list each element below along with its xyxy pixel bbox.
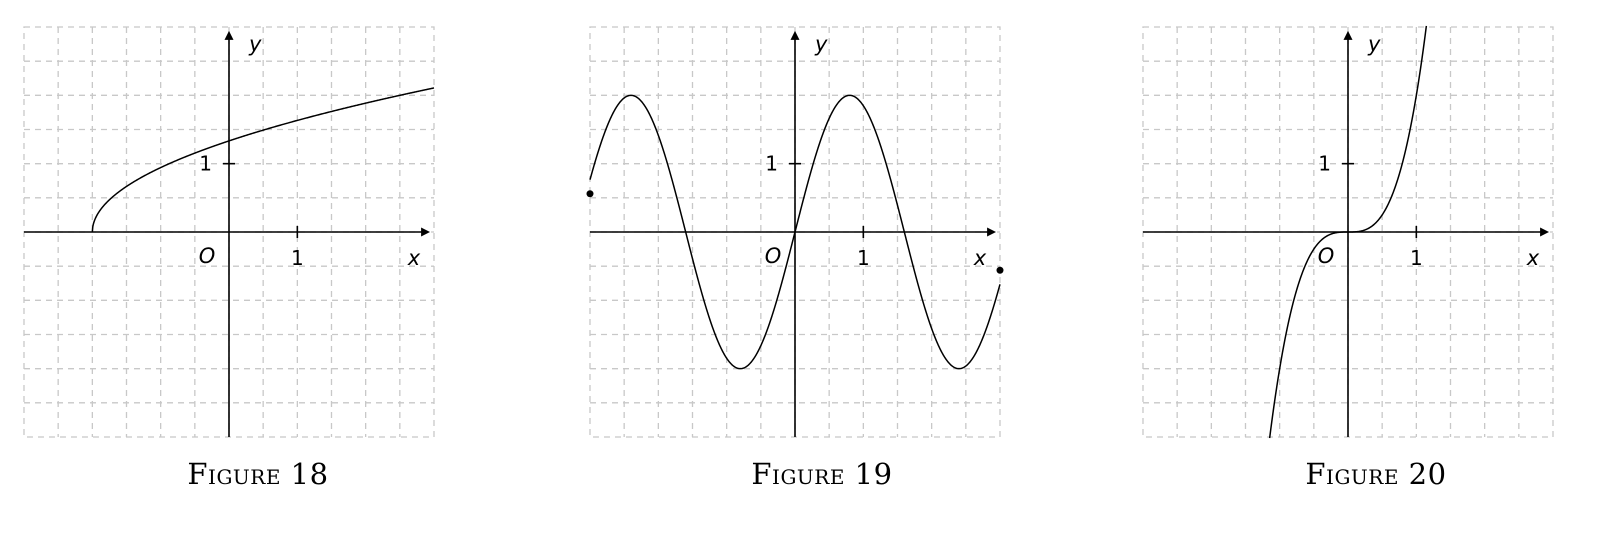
endpoint-dot: [587, 190, 594, 197]
figure-20: [1143, 26, 1553, 438]
x-axis-label: x: [973, 246, 987, 270]
x-tick-label: 1: [290, 246, 304, 270]
y-tick-label: 1: [1318, 151, 1331, 176]
y-axis-label: y: [815, 32, 828, 56]
x-tick-label: 1: [1409, 246, 1423, 270]
x-tick-label: 1: [856, 246, 870, 270]
y-axis-label: y: [249, 32, 262, 56]
figure-18-caption: Figure 18: [187, 457, 329, 491]
y-tick-label: 1: [199, 151, 212, 176]
figure-19-caption: Figure 19: [751, 457, 893, 491]
y-tick-label: 1: [765, 151, 778, 176]
origin-label: O: [198, 244, 216, 268]
x-axis-label: x: [1526, 246, 1540, 270]
endpoint-dot: [997, 267, 1004, 274]
figure-20-caption: Figure 20: [1305, 457, 1447, 491]
figure-18: [24, 27, 434, 437]
x-axis-label: x: [407, 246, 421, 270]
figure-19: [587, 27, 1004, 437]
origin-label: O: [764, 244, 782, 268]
y-axis-label: y: [1368, 32, 1381, 56]
origin-label: O: [1317, 244, 1335, 268]
